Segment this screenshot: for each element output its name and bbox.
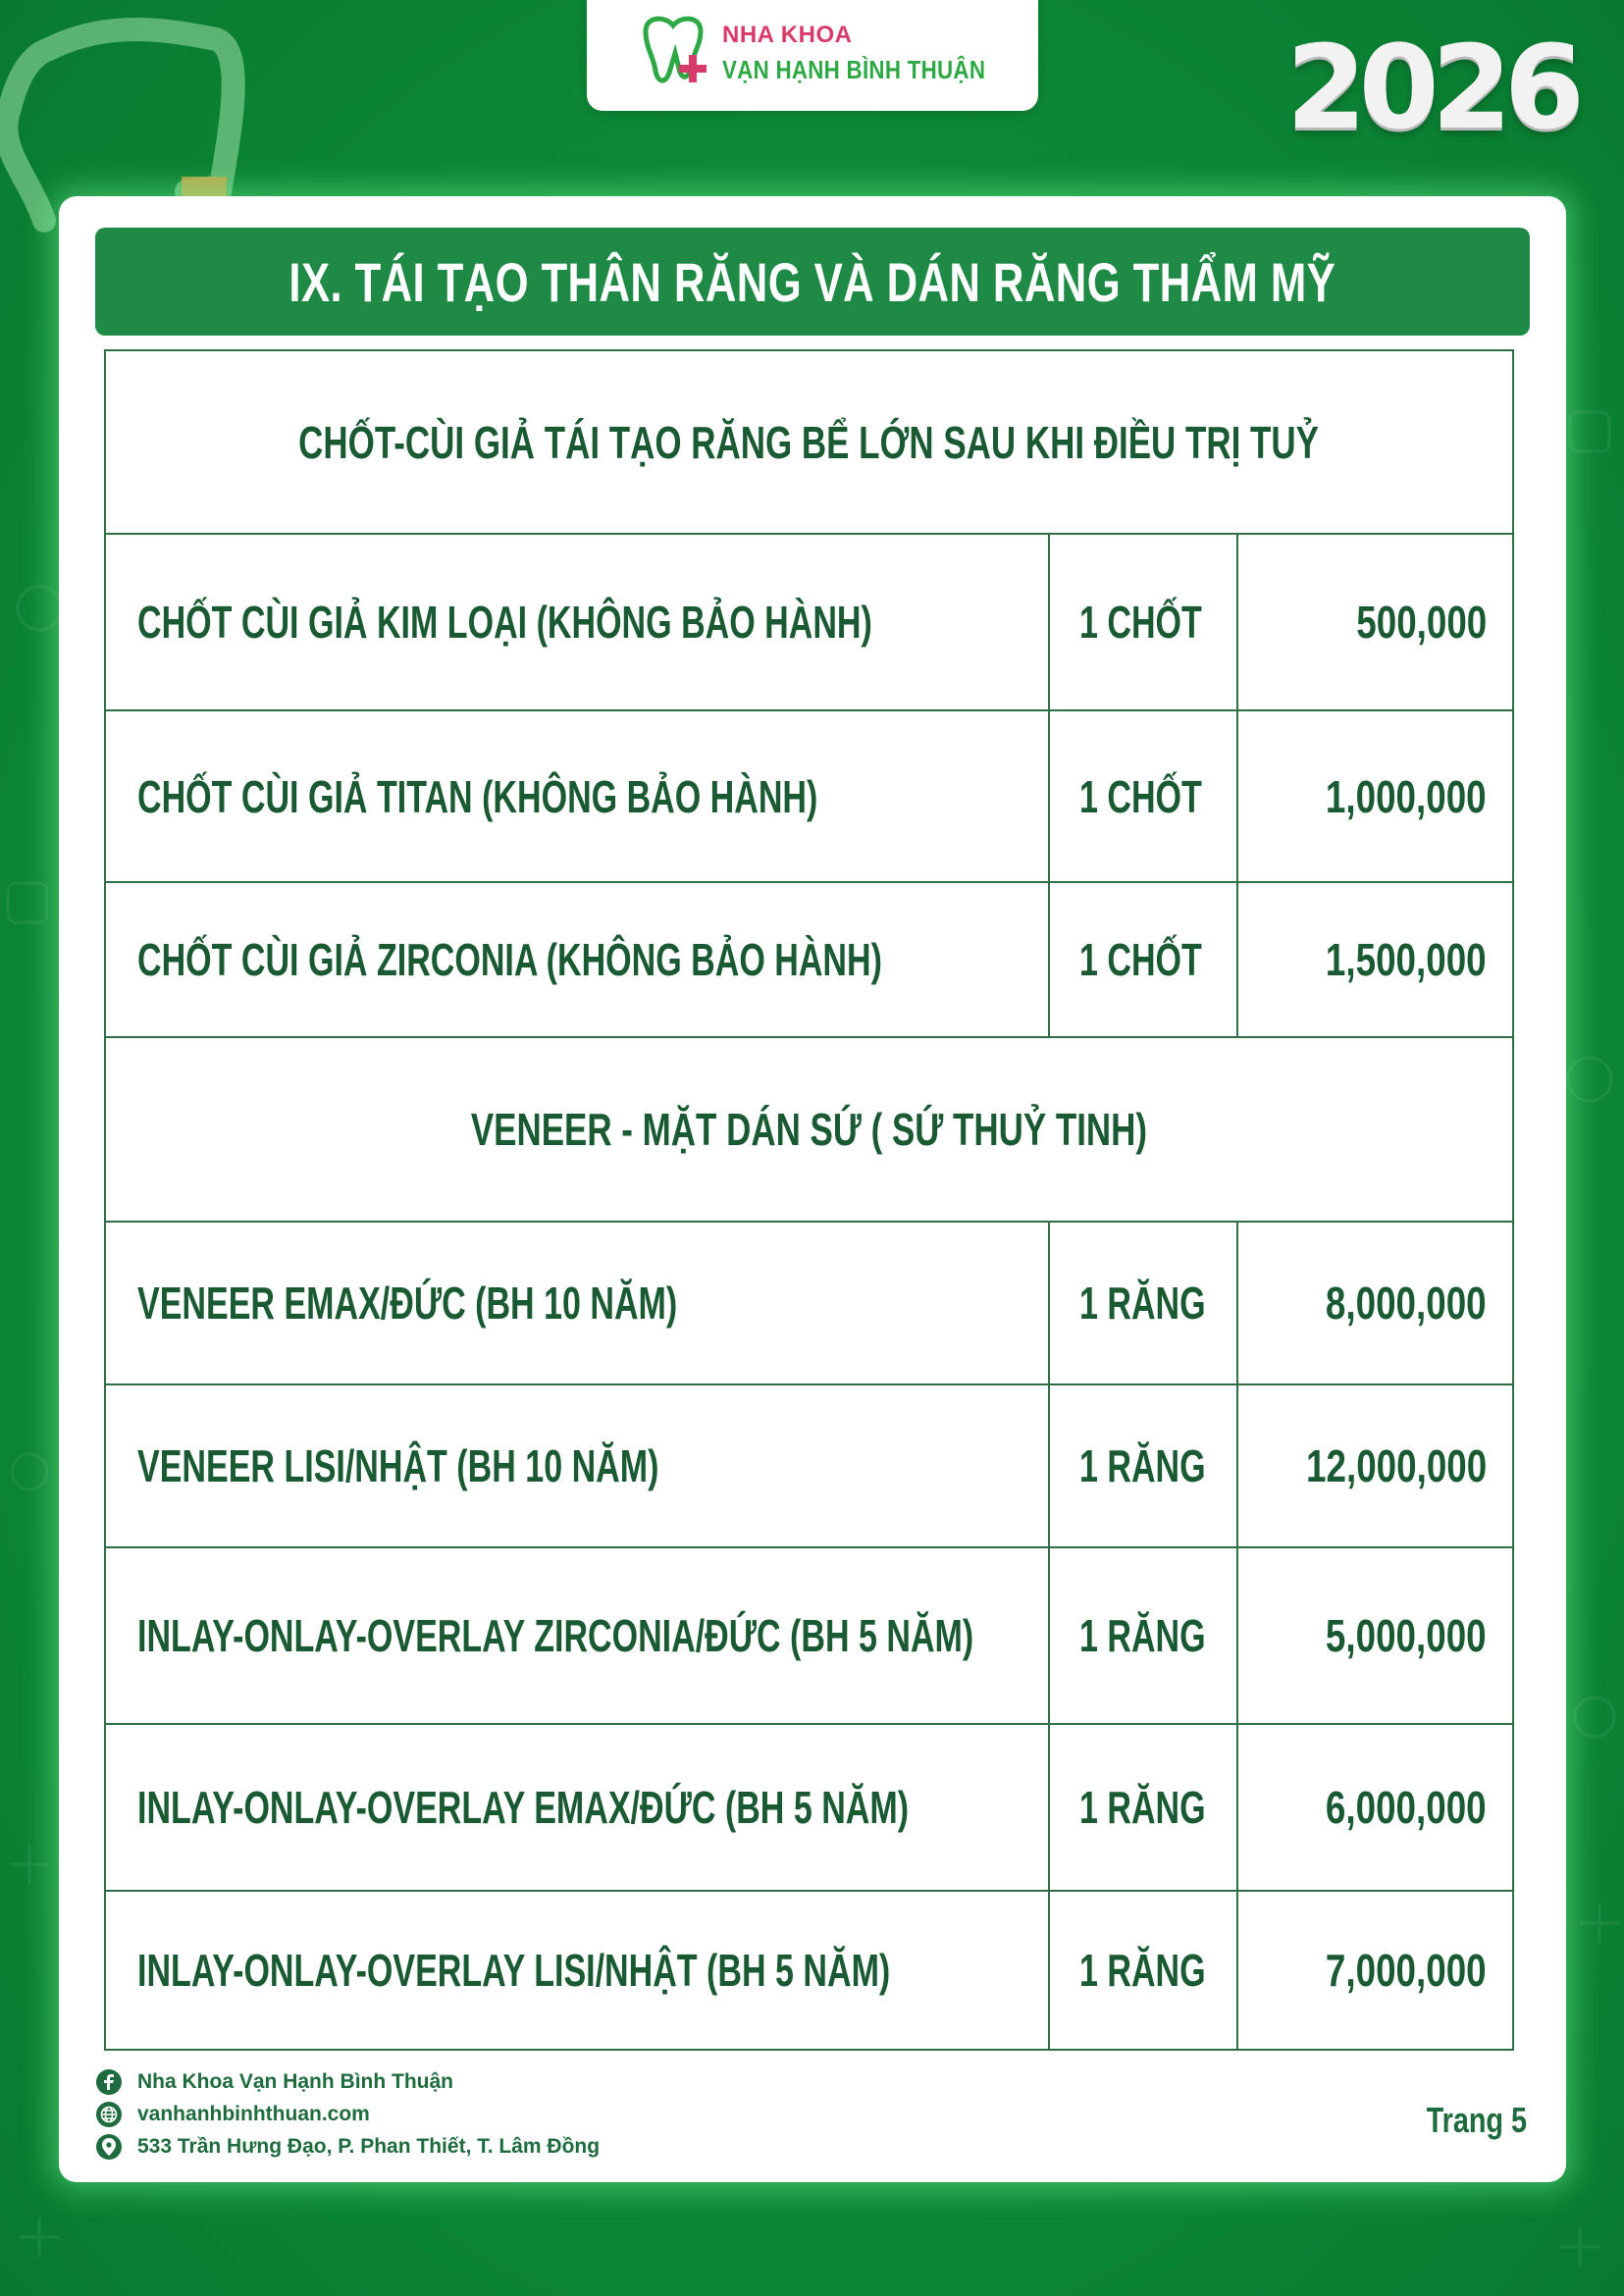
service-unit: 1 RĂNG <box>1079 1945 1206 1996</box>
service-name: CHỐT CÙI GIẢ TITAN (KHÔNG BẢO HÀNH) <box>137 770 818 822</box>
service-price: 8,000,000 <box>1326 1278 1488 1329</box>
brand-name-line1: NHA KHOA <box>722 22 853 48</box>
group-heading: VENEER - MẶT DÁN SỨ ( SỨ THUỶ TINH) <box>470 1104 1148 1155</box>
table-row <box>105 534 1513 710</box>
location-pin-icon <box>96 2134 122 2160</box>
tooth-plus-icon <box>636 14 714 98</box>
table-row <box>105 882 1513 1037</box>
service-unit: 1 CHỐT <box>1079 934 1202 985</box>
service-price: 6,000,000 <box>1326 1782 1488 1833</box>
table-row <box>105 710 1513 882</box>
price-table <box>104 349 1514 2051</box>
website-text: vanhanhbinhthuan.com <box>137 2102 370 2125</box>
facebook-text: Nha Khoa Vạn Hạnh Bình Thuận <box>137 2069 454 2093</box>
table-row <box>105 1222 1513 1384</box>
price-list-card <box>59 196 1566 2182</box>
group-heading: CHỐT-CÙI GIẢ TÁI TẠO RĂNG BỂ LỚN SAU KHI ĐIỀU TRỊ TUỶ <box>298 416 1320 468</box>
service-name: INLAY-ONLAY-OVERLAY ZIRCONIA/ĐỨC (BH 5 NĂM) <box>137 1610 974 1661</box>
section-title-bar <box>95 228 1530 336</box>
table-row <box>105 1384 1513 1547</box>
table-row <box>105 1724 1513 1891</box>
facebook-icon <box>96 2069 122 2095</box>
service-name: VENEER LISI/NHẬT (BH 10 NĂM) <box>137 1440 659 1491</box>
service-unit: 1 CHỐT <box>1079 597 1202 648</box>
service-unit: 1 RĂNG <box>1079 1610 1206 1661</box>
website-link[interactable] <box>96 2098 600 2130</box>
brand-logo <box>587 0 1038 111</box>
address-text: 533 Trần Hưng Đạo, P. Phan Thiết, T. Lâm Đồng <box>137 2134 601 2158</box>
service-price: 5,000,000 <box>1326 1610 1488 1661</box>
facebook-link[interactable] <box>96 2065 600 2098</box>
group-heading-row <box>105 350 1513 534</box>
service-unit: 1 CHỐT <box>1079 770 1202 822</box>
service-name: INLAY-ONLAY-OVERLAY LISI/NHẬT (BH 5 NĂM) <box>137 1945 891 1996</box>
table-row <box>105 1547 1513 1724</box>
service-price: 7,000,000 <box>1326 1945 1488 1996</box>
service-name: CHỐT CÙI GIẢ KIM LOẠI (KHÔNG BẢO HÀNH) <box>137 597 872 648</box>
service-price: 500,000 <box>1355 597 1488 648</box>
service-name: INLAY-ONLAY-OVERLAY EMAX/ĐỨC (BH 5 NĂM) <box>137 1782 910 1833</box>
service-price: 1,500,000 <box>1326 934 1488 985</box>
table-row <box>105 1891 1513 2050</box>
contact-footer <box>96 2065 600 2163</box>
service-name: VENEER EMAX/ĐỨC (BH 10 NĂM) <box>137 1278 678 1329</box>
page-number: Trang 5 <box>1426 2100 1527 2140</box>
service-unit: 1 RĂNG <box>1079 1782 1206 1833</box>
group-heading-row <box>105 1037 1513 1222</box>
service-price: 1,000,000 <box>1326 770 1488 822</box>
service-price: 12,000,000 <box>1305 1440 1488 1491</box>
service-unit: 1 RĂNG <box>1079 1440 1206 1491</box>
address-info <box>96 2130 600 2163</box>
globe-icon <box>96 2102 122 2127</box>
year-badge: 2026 <box>1285 20 1577 155</box>
brand-name-line2: VẠN HẠNH BÌNH THUẬN <box>722 55 986 84</box>
section-title: IX. TÁI TẠO THÂN RĂNG VÀ DÁN RĂNG THẨM MỸ <box>288 250 1336 313</box>
service-unit: 1 RĂNG <box>1079 1278 1206 1329</box>
service-name: CHỐT CÙI GIẢ ZIRCONIA (KHÔNG BẢO HÀNH) <box>137 934 882 985</box>
